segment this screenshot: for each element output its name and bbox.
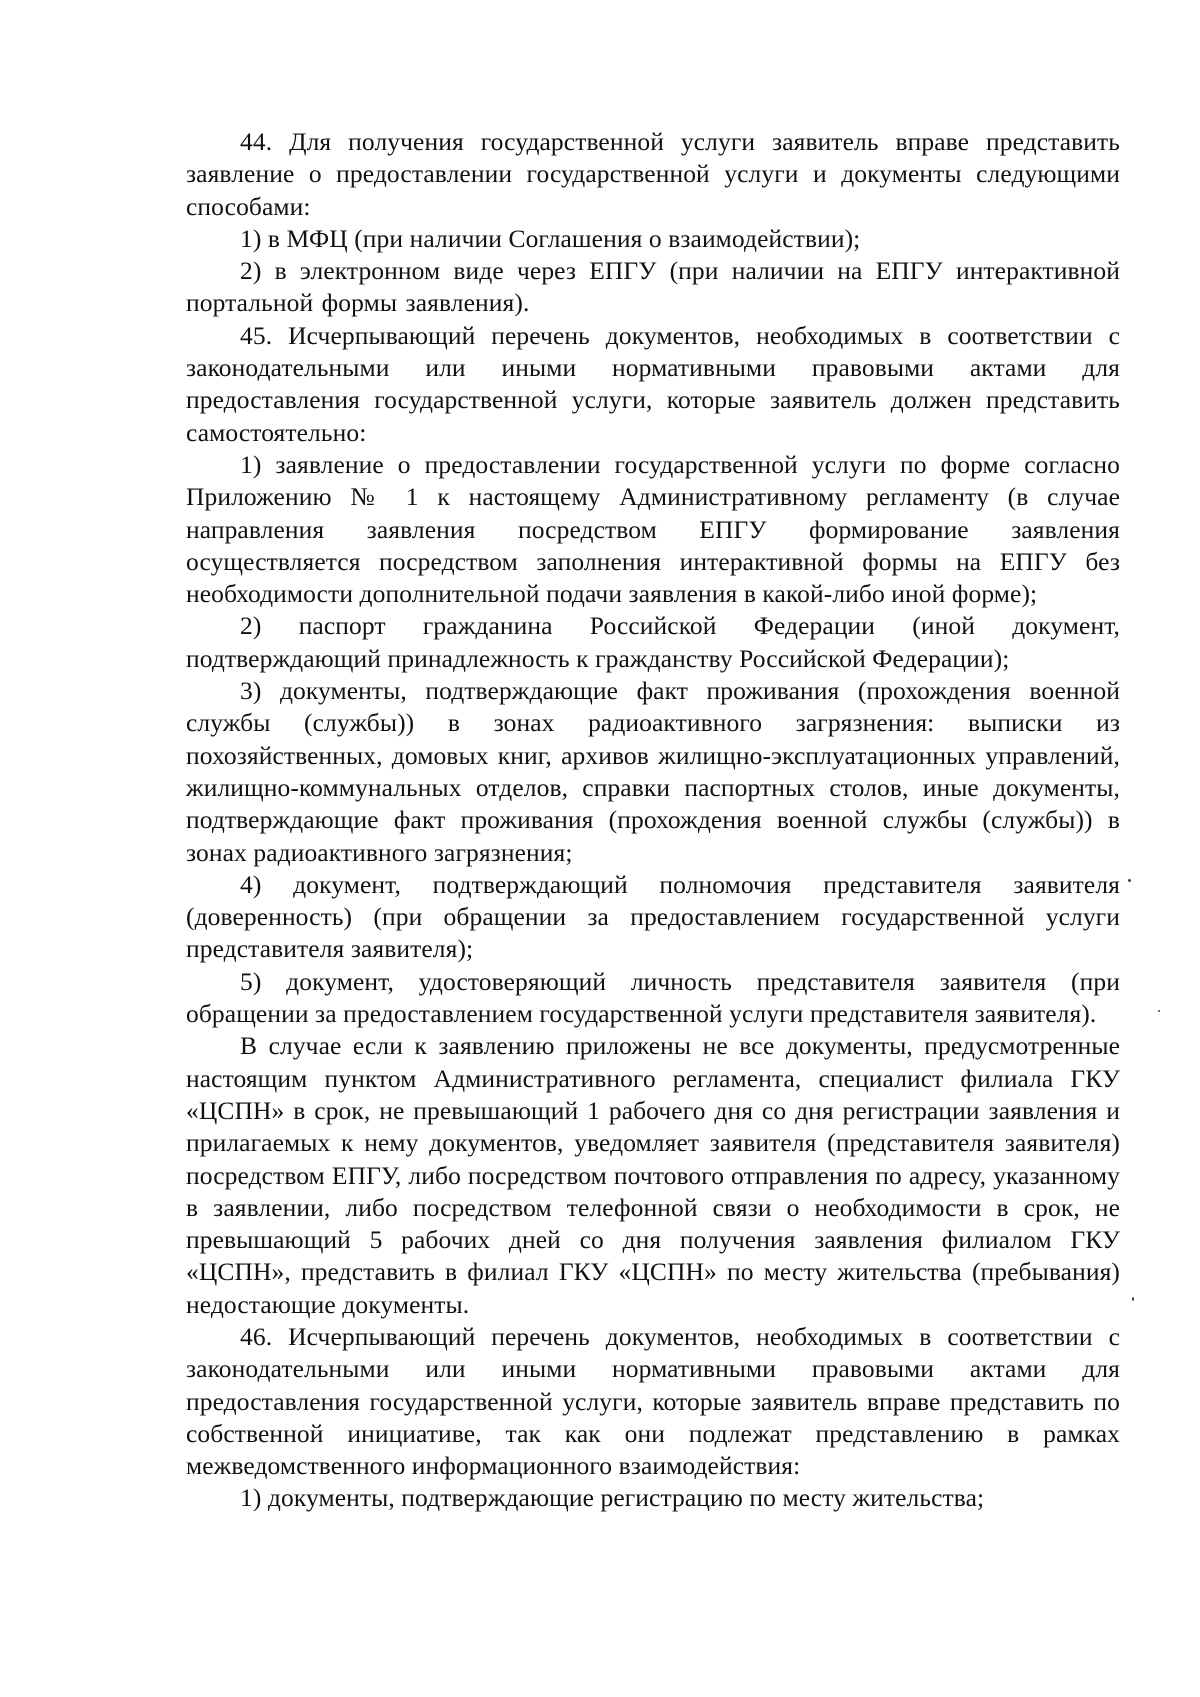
paragraph-45-item-4: 4) документ, подтверждающий полномочия представителя заявителя (доверенность) (при обращении за предоставлением государственной услуги представителя заявителя);: [186, 869, 1120, 964]
paragraph-45: 45. Исчерпывающий перечень документов, необходимых в соответствии с законодательными или иными нормативными правовыми актами для предоставления государственной услуги, которые заявитель должен представить самостоятельно:: [186, 320, 1120, 447]
paragraph-45-missing-documents: В случае если к заявлению приложены не все документы, предусмотренные настоящим пунктом Административного регламента, специалист филиала ГКУ «ЦСПН» в срок, не превышающий 1 рабочего дня со дня регистрации заявления и прилагаемых к нему документов, уведомляет заявителя (представителя заявителя) посредством ЕПГУ, либо посредством почтового отправления по адресу, указанному в заявлении, либо посредством телефонной связи о необходимости в срок, не превышающий 5 рабочих дней со дня получения заявления филиалом ГКУ «ЦСПН», представить в филиал ГКУ «ЦСПН» по месту жительства (пребывания) недостающие документы.: [186, 1031, 1120, 1319]
scan-speck: [1128, 879, 1131, 882]
scan-speck: [1158, 1010, 1160, 1012]
paragraph-45-item-1: 1) заявление о предоставлении государственной услуги по форме согласно Приложению № 1 к настоящему Административному регламенту (в случае направления заявления посредством ЕПГУ формирование заявления осуществляется посредством заполнения интерактивной формы на ЕПГУ без необходимости дополнительной подачи заявления в какой-либо иной форме);: [186, 449, 1120, 609]
paragraph-44: 44. Для получения государственной услуги заявитель вправе представить заявление о предоставлении государственной услуги и документы следующими способами:: [186, 127, 1120, 221]
paragraph-45-item-3: 3) документы, подтверждающие факт проживания (прохождения военной службы (службы)) в зонах радиоактивного загрязнения: выписки из похозяйственных, домовых книг, архивов жилищно-эксплуатационных управлений, жилищно-коммунальных отделов, справки паспортных столов, иные документы, подтверждающие факт проживания (прохождения военной службы (службы)) в зонах радиоактивного загрязнения;: [186, 676, 1120, 867]
paragraph-46-item-1: 1) документы, подтверждающие регистрацию по месту жительства;: [240, 1483, 985, 1513]
paragraph-45-item-2: 2) паспорт гражданина Российской Федерации (иной документ, подтверждающий принадлежность к гражданству Российской Федерации);: [186, 611, 1120, 673]
document-body: [186, 126, 1120, 1515]
paragraph-44-item-2: 2) в электронном виде через ЕПГУ (при наличии на ЕПГУ интерактивной портальной формы заявления).: [186, 256, 1120, 318]
paragraph-45-item-5: 5) документ, удостоверяющий личность представителя заявителя (при обращении за предоставлением государственной услуги представителя заявителя).: [186, 966, 1120, 1029]
paragraph-44-item-1: 1) в МФЦ (при наличии Соглашения о взаимодействии);: [240, 223, 861, 253]
scan-speck: [1132, 1297, 1134, 1301]
paragraph-46: 46. Исчерпывающий перечень документов, необходимых в соответствии с законодательными или иными нормативными правовыми актами для предоставления государственной услуги, которые заявитель вправе представить по собственной инициативе, так как они подлежат представлению в рамках межведомственного информационного взаимодействия:: [186, 1321, 1120, 1481]
